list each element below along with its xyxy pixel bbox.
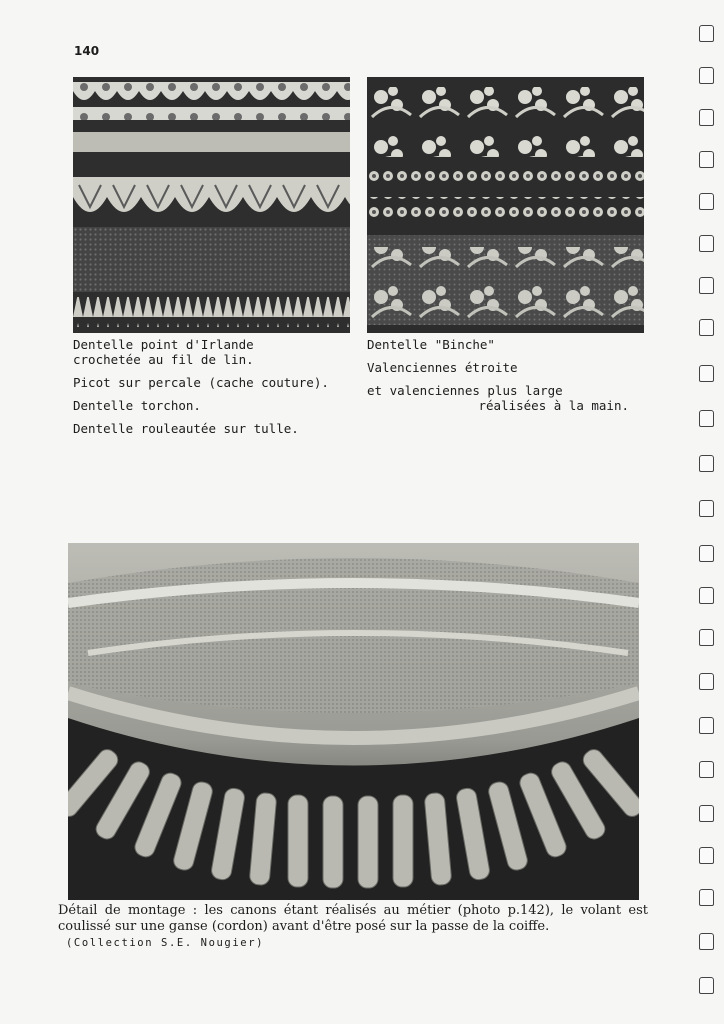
caption-valenciennes-narrow: Valenciennes étroite xyxy=(367,360,518,375)
binder-hole-icon xyxy=(699,847,714,864)
binder-hole-icon xyxy=(699,410,714,427)
binder-holes xyxy=(696,25,718,1005)
binder-hole-icon xyxy=(699,889,714,906)
binder-hole-icon xyxy=(699,977,714,994)
binder-hole-icon xyxy=(699,587,714,604)
caption-tulle: Dentelle rouleautée sur tulle. xyxy=(73,421,299,436)
caption-binche: Dentelle "Binche" xyxy=(367,337,495,352)
caption-picot: Picot sur percale (cache couture). xyxy=(73,375,329,390)
right-photo-captions xyxy=(367,337,629,421)
binder-hole-icon xyxy=(699,761,714,778)
binder-hole-icon xyxy=(699,629,714,646)
caption-irish-lace: Dentelle point d'Irlande crochetée au fil de lin. xyxy=(73,337,254,367)
coiffe-detail-caption: Détail de montage : les canons étant réalisés au métier (photo p.142), le volant est coulissé sur une ganse (cordon) avant d'être posé sur la passe de la coiffe. xyxy=(58,903,648,934)
left-photo-captions xyxy=(73,337,353,444)
binder-hole-icon xyxy=(699,235,714,252)
binder-hole-icon xyxy=(699,319,714,336)
binder-hole-icon xyxy=(699,455,714,472)
binder-hole-icon xyxy=(699,545,714,562)
binder-hole-icon xyxy=(699,805,714,822)
caption-torchon: Dentelle torchon. xyxy=(73,398,201,413)
binder-hole-icon xyxy=(699,25,714,42)
binder-hole-icon xyxy=(699,500,714,517)
coiffe-detail-photo xyxy=(68,543,639,900)
binder-hole-icon xyxy=(699,673,714,690)
caption-valenciennes-wide: et valenciennes plus large xyxy=(367,383,563,398)
binder-hole-icon xyxy=(699,151,714,168)
collection-credit: (Collection S.E. Nougier) xyxy=(66,937,265,949)
page-number: 140 xyxy=(74,44,100,58)
lace-photo-right xyxy=(367,77,644,333)
binder-hole-icon xyxy=(699,277,714,294)
binder-hole-icon xyxy=(699,193,714,210)
binder-hole-icon xyxy=(699,933,714,950)
binder-hole-icon xyxy=(699,67,714,84)
lace-photo-left xyxy=(73,77,350,333)
binder-hole-icon xyxy=(699,109,714,126)
binder-hole-icon xyxy=(699,717,714,734)
caption-handmade: réalisées à la main. xyxy=(478,398,629,413)
binder-hole-icon xyxy=(699,365,714,382)
